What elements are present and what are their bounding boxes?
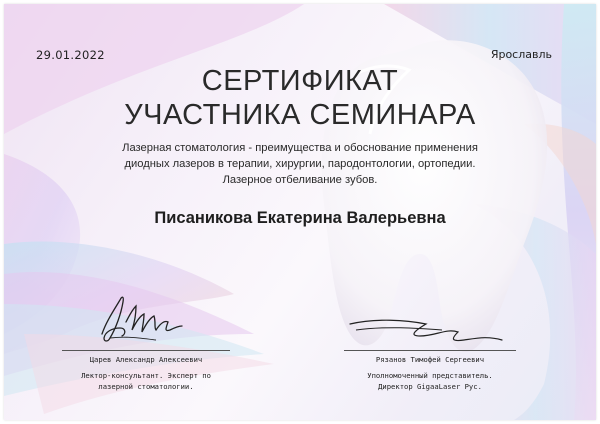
left-signatory-role-line-1: Лектор-консультант. Эксперт по [81, 371, 211, 380]
recipient-name: Писаникова Екатерина Валерьевна [154, 209, 446, 227]
right-signatory-role-line-1: Уполномоченный представитель. [367, 371, 493, 380]
right-signatory-name: Рязанов Тимофей Сергеевич [375, 355, 485, 364]
certificate-date: 29.01.2022 [36, 48, 105, 62]
right-signature [346, 310, 506, 352]
right-signature-line [344, 350, 516, 351]
certificate-paper [4, 4, 596, 420]
right-signatory-role-line-2: Директор GigaaLaser Рус. [378, 382, 482, 391]
left-signatory-role-line-2: лазерной стоматологии. [98, 382, 194, 391]
seminar-description-line-2: диодных лазеров в терапии, хирургии, пародонтологии, ортопедии. [124, 158, 476, 170]
seminar-description-line-3: Лазерное отбеливание зубов. [222, 174, 378, 186]
certificate-city: Ярославль [490, 48, 552, 61]
left-signature [96, 292, 186, 350]
certificate-subtitle: УЧАСТНИКА СЕМИНАРА [124, 99, 476, 131]
left-signature-line [62, 350, 230, 351]
seminar-description-line-1: Лазерная стоматология - преимущества и обоснование применения [122, 142, 478, 154]
certificate-title: СЕРТИФИКАТ [201, 65, 399, 97]
left-signatory-name: Царев Александр Алексеевич [89, 355, 203, 364]
